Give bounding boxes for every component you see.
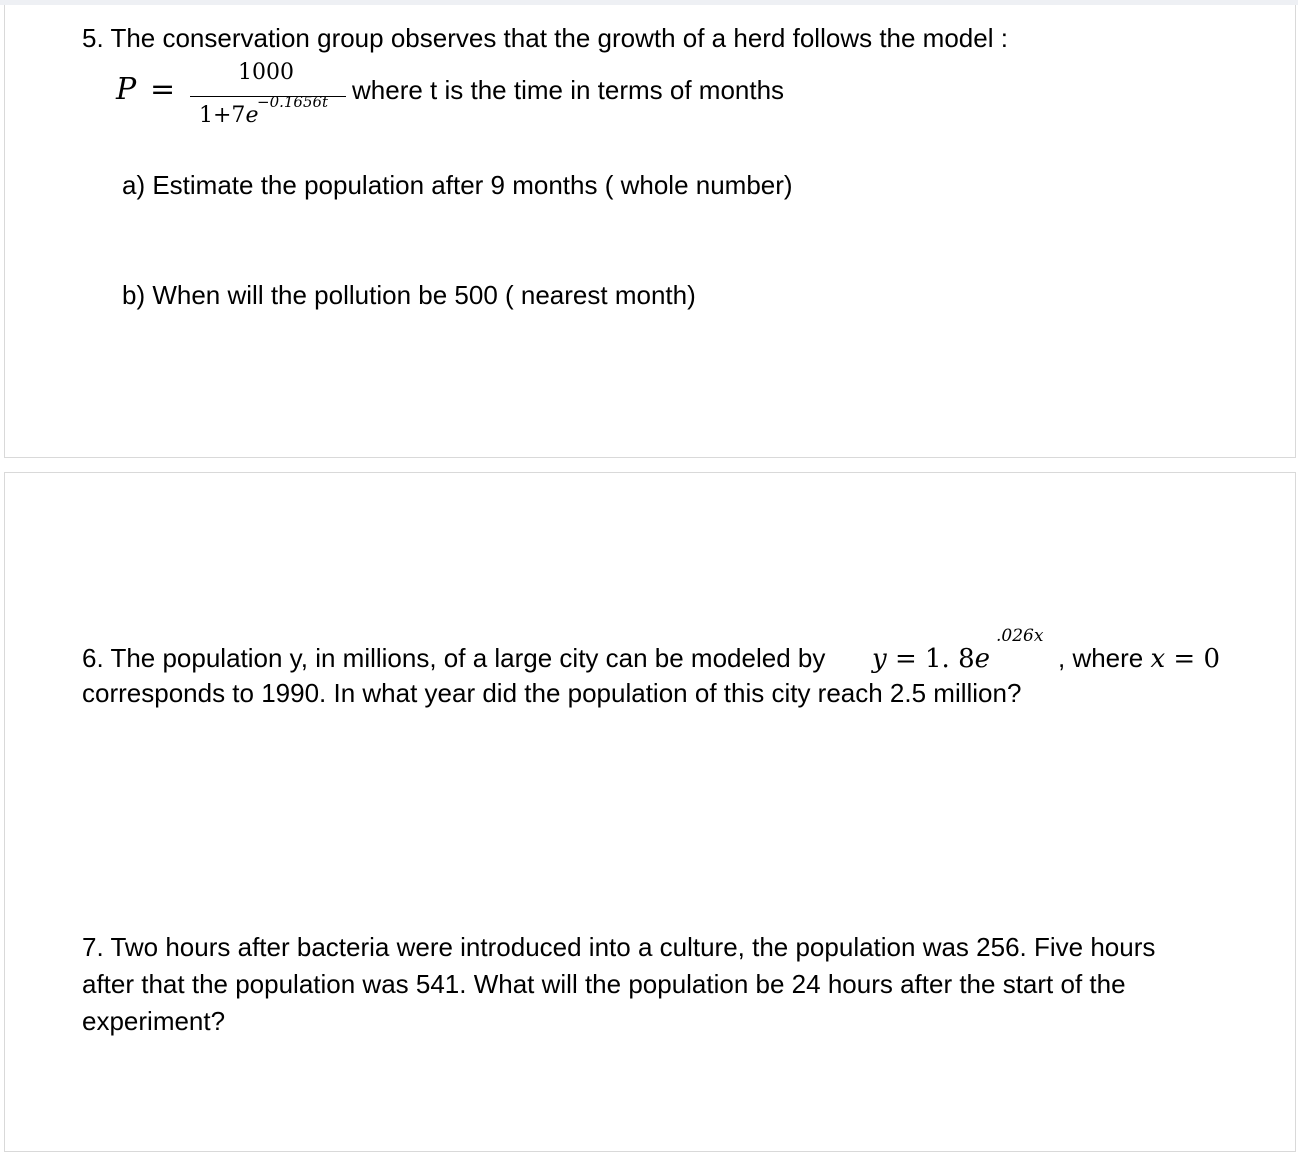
formula-exponent: .026x — [996, 626, 1044, 646]
fraction-denominator — [199, 103, 258, 128]
formula-y: y — [872, 644, 887, 674]
denominator-e: e — [245, 103, 259, 128]
question-5-part-b: b) When will the pollution be 500 ( nearest month) — [122, 280, 696, 310]
formula-coefficient: = 1. 8 — [886, 644, 975, 674]
where-value: = 0 — [1165, 644, 1221, 674]
question-5-where-text: where t is the time in terms of months — [352, 75, 785, 105]
question-7-line-2: after that the population was 541. What will the population be 24 hours after the start of the — [82, 969, 1126, 999]
question-6-line-2: corresponds to 1990. In what year did the population of this city reach 2.5 million? — [82, 678, 1022, 708]
question-7-line-3: experiment? — [82, 1006, 226, 1036]
denominator-exponent: −0.1656t — [257, 93, 329, 111]
denominator-base: 1+7 — [199, 103, 246, 128]
question-7-line-1: 7. Two hours after bacteria were introduced into a culture, the population was 256. Five hours — [82, 932, 1156, 962]
question-6-line-1: 6. The population y, in millions, of a large city can be modeled by — [82, 643, 826, 673]
question-6-formula — [872, 640, 990, 677]
fraction-numerator: 1000 — [238, 60, 294, 85]
where-x: x — [1150, 644, 1166, 674]
formula-e: e — [974, 644, 991, 674]
question-6-7-panel — [4, 472, 1296, 1152]
formula-equals: = — [150, 72, 176, 107]
question-5-intro: 5. The conservation group observes that the growth of a herd follows the model : — [82, 23, 1008, 53]
formula-variable-p: P — [116, 72, 137, 107]
question-5-part-a: a) Estimate the population after 9 months ( whole number) — [122, 170, 793, 200]
where-text: , where — [1058, 643, 1144, 673]
question-6-where — [1058, 640, 1220, 677]
